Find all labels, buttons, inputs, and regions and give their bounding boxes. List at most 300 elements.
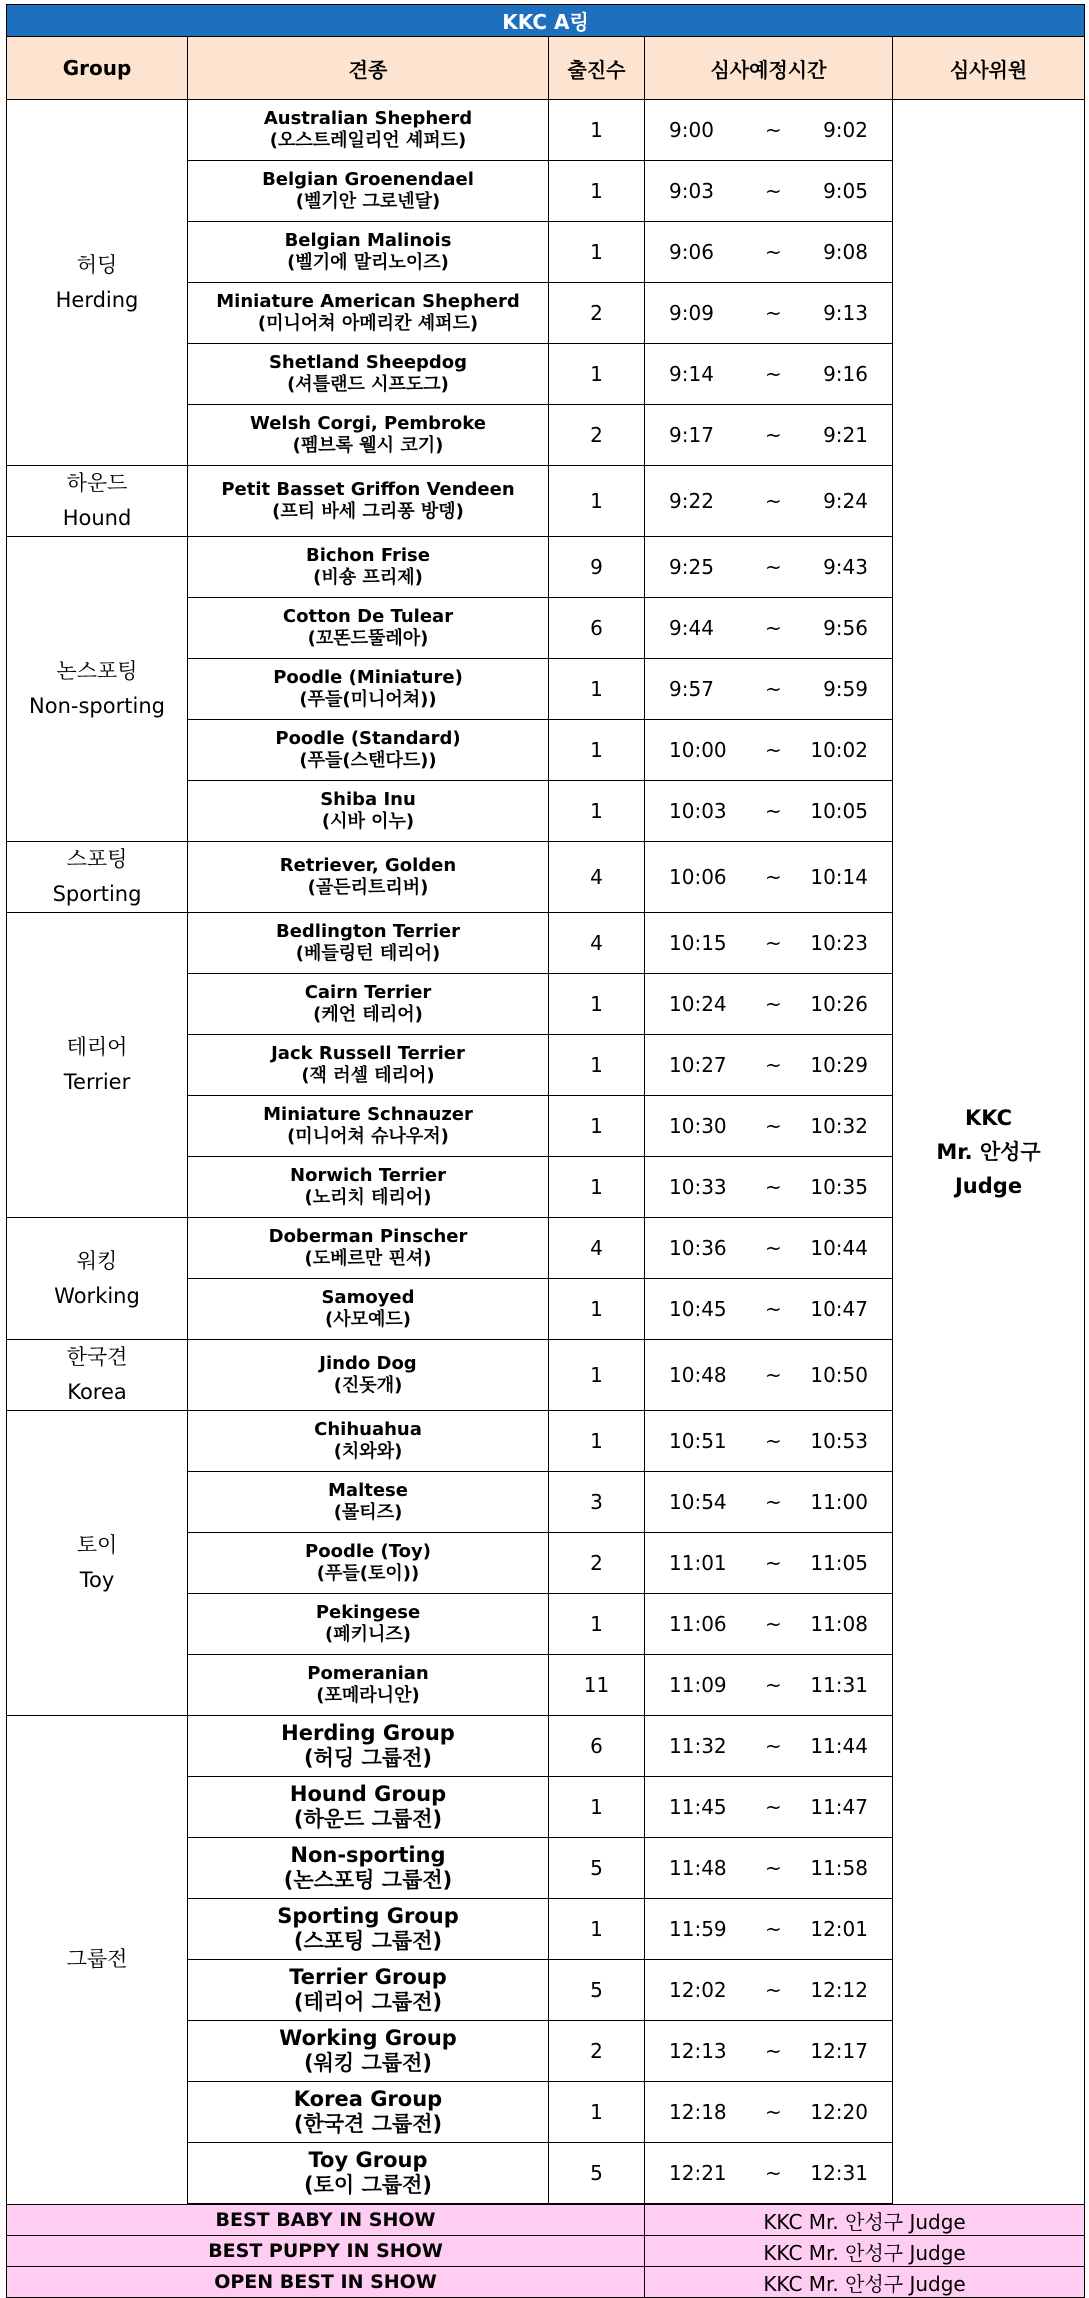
entry-count: 4 [549,913,645,974]
entry-count: 1 [549,1157,645,1218]
breed-name-ko: (프티 바세 그리퐁 방뎅) [272,501,464,522]
breed-cell [188,2082,549,2143]
breed-name-en: Bichon Frise [306,545,430,566]
time-cell [645,1594,893,1655]
time-cell [645,537,893,598]
group-cell-toy [7,1411,188,1716]
group-name-en: Working [54,1283,140,1308]
best-in-show-row [7,2267,1085,2298]
breed-name-ko: (사모예드) [324,1309,411,1330]
header-time: 심사예정시간 [645,37,893,100]
group-name-ko: 토이 [76,1533,118,1557]
time-separator: ~ [765,555,782,579]
entry-count: 2 [549,283,645,344]
time-cell [645,781,893,842]
breed-cell [188,1777,549,1838]
time-separator: ~ [765,2161,782,2185]
start-time: 10:33 [669,1175,727,1199]
end-time: 9:59 [823,677,868,701]
group-name-ko: 허딩 [76,252,118,277]
end-time: 12:12 [810,1978,868,2002]
entry-count: 6 [549,598,645,659]
entry-count: 9 [549,537,645,598]
end-time: 10:32 [810,1114,868,1138]
entry-count: 1 [549,659,645,720]
time-cell [645,842,893,913]
end-time: 10:47 [810,1297,868,1321]
time-separator: ~ [765,2100,782,2124]
start-time: 9:00 [669,118,714,142]
breed-name-ko: (노리치 테리어) [304,1187,432,1208]
entry-count: 1 [549,1340,645,1411]
breed-cell [188,1218,549,1279]
header-group: Group [7,37,188,100]
end-time: 12:17 [810,2039,868,2063]
breed-name-ko: (셔틀랜드 시프도그) [287,374,449,395]
time-separator: ~ [765,865,782,889]
breed-name-en: Working Group [279,2026,457,2050]
breed-name-en: Bedlington Terrier [275,921,460,942]
time-cell [645,405,893,466]
breed-name-en: Shetland Sheepdog [268,352,468,373]
time-separator: ~ [765,992,782,1016]
breed-name-ko: (워킹 그룹전) [304,2051,432,2075]
time-cell [645,1096,893,1157]
group-cell-sporting [7,842,188,913]
breed-cell [188,1157,549,1218]
start-time: 10:06 [669,865,727,889]
judge-org: KKC [965,1105,1013,1130]
breed-name-ko: (도베르만 핀셔) [304,1248,432,1269]
breed-cell [188,100,549,161]
breed-name-en: Miniature American Shepherd [216,291,520,312]
group-cell-hound [7,466,188,537]
time-separator: ~ [765,1053,782,1077]
time-cell [645,1035,893,1096]
breed-cell [188,1472,549,1533]
time-separator: ~ [765,1734,782,1758]
time-separator: ~ [765,1297,782,1321]
group-name-ko: 한국견 [66,1345,128,1369]
breed-name-en: Miniature Schnauzer [263,1104,473,1125]
header-count: 출진수 [549,37,645,100]
group-name-en: Toy [79,1568,115,1592]
end-time: 10:05 [810,799,868,823]
end-time: 11:58 [810,1856,868,1880]
breed-name-en: Pomeranian [307,1663,429,1684]
entry-count: 2 [549,1533,645,1594]
breed-name-en: Jindo Dog [319,1353,417,1374]
ring-title: KKC A링 [7,5,1085,37]
breed-name-ko: (펨브록 웰시 코기) [292,435,444,456]
entry-count: 1 [549,100,645,161]
best-baby-judge: KKC Mr. 안성구 Judge [645,2204,1085,2236]
start-time: 12:18 [669,2100,727,2124]
breed-name-ko: (푸들(미니어쳐)) [299,689,437,710]
entry-count: 1 [549,1279,645,1340]
time-separator: ~ [765,1673,782,1697]
breed-cell [188,1838,549,1899]
end-time: 9:02 [823,118,868,142]
breed-name-en: Poodle (Standard) [275,728,461,749]
time-cell [645,2143,893,2205]
breed-cell [188,781,549,842]
breed-cell [188,974,549,1035]
breed-name-en: Australian Shepherd [263,108,473,129]
group-name-ko: 스포팅 [66,847,128,871]
breed-name-ko: (토이 그룹전) [304,2173,432,2197]
time-cell [645,161,893,222]
time-cell [645,1716,893,1777]
end-time: 9:21 [823,423,868,447]
time-cell [645,1777,893,1838]
time-separator: ~ [765,931,782,955]
time-cell [645,1340,893,1411]
breed-name-en: Samoyed [321,1287,415,1308]
breed-name-ko: (시바 이누) [321,811,415,832]
breed-name-en: Poodle (Miniature) [273,667,463,688]
best-baby-label: BEST BABY IN SHOW [7,2204,645,2236]
end-time: 10:23 [810,931,868,955]
time-separator: ~ [765,1490,782,1514]
breed-cell [188,1533,549,1594]
best-in-show-row [7,2236,1085,2267]
end-time: 12:31 [810,2161,868,2185]
time-cell [645,2082,893,2143]
time-separator: ~ [765,616,782,640]
breed-name-en: Doberman Pinscher [268,1226,468,1247]
time-cell [645,344,893,405]
time-separator: ~ [765,118,782,142]
start-time: 12:02 [669,1978,727,2002]
breed-name-en: Maltese [328,1480,408,1501]
group-cell-terrier [7,913,188,1218]
start-time: 9:09 [669,301,714,325]
time-separator: ~ [765,179,782,203]
end-time: 11:44 [810,1734,868,1758]
time-separator: ~ [765,1856,782,1880]
breed-name-en: Poodle (Toy) [305,1541,431,1562]
header-breed: 견종 [188,37,549,100]
breed-name-ko: (오스트레일리언 셰퍼드) [269,130,467,151]
breed-cell [188,1035,549,1096]
entry-count: 1 [549,1035,645,1096]
breed-cell [188,1716,549,1777]
time-cell [645,659,893,720]
breed-name-ko: (벨기에 말리노이즈) [287,252,449,273]
group-name-en: Hound [62,506,132,530]
breed-cell [188,1411,549,1472]
breed-cell [188,842,549,913]
breed-name-ko: (허딩 그룹전) [304,1746,432,1770]
end-time: 9:08 [823,240,868,264]
breed-name-en: Non-sporting [290,1843,446,1867]
end-time: 11:47 [810,1795,868,1819]
group-name-ko: 하운드 [66,471,128,495]
time-cell [645,466,893,537]
time-separator: ~ [765,1363,782,1387]
breed-name-en: Sporting Group [277,1904,459,1928]
time-separator: ~ [765,1175,782,1199]
group-name-en: Non-sporting [29,694,165,718]
entry-count: 1 [549,720,645,781]
end-time: 12:01 [810,1917,868,1941]
end-time: 9:24 [823,489,868,513]
breed-name-en: Belgian Groenendael [262,169,474,190]
header-row [7,37,1085,100]
time-cell [645,1218,893,1279]
breed-name-en: Cairn Terrier [304,982,432,1003]
time-separator: ~ [765,423,782,447]
time-separator: ~ [765,1917,782,1941]
judge-title: Judge [954,1173,1023,1198]
breed-name-ko: (벨기안 그로넨달) [295,191,441,212]
time-cell [645,100,893,161]
breed-cell [188,913,549,974]
start-time: 11:32 [669,1734,727,1758]
start-time: 10:51 [669,1429,727,1453]
entry-count: 1 [549,1777,645,1838]
best-in-show-row [7,2204,1085,2236]
breed-name-ko: (베들링턴 테리어) [295,943,441,964]
breed-name-ko: (진돗개) [333,1375,403,1396]
breed-name-ko: (치와와) [333,1441,403,1462]
breed-name-ko: (하운드 그룹전) [293,1807,443,1831]
time-cell [645,2021,893,2082]
group-name-en: Sporting [52,882,142,906]
judge-cell [893,100,1085,2205]
end-time: 11:00 [810,1490,868,1514]
breed-cell [188,659,549,720]
entry-count: 1 [549,781,645,842]
time-cell [645,598,893,659]
breed-name-ko: (케언 테리어) [313,1004,423,1025]
start-time: 10:15 [669,931,727,955]
time-separator: ~ [765,738,782,762]
end-time: 9:05 [823,179,868,203]
start-time: 12:13 [669,2039,727,2063]
time-separator: ~ [765,1612,782,1636]
time-cell [645,913,893,974]
breed-name-en: Pekingese [315,1602,421,1623]
breed-name-ko: (논스포팅 그룹전) [283,1868,453,1892]
breed-name-en: Hound Group [289,1782,447,1806]
open-best-label: OPEN BEST IN SHOW [7,2267,645,2298]
time-cell [645,283,893,344]
breed-name-ko: (테리어 그룹전) [293,1990,443,2014]
end-time: 10:35 [810,1175,868,1199]
breed-cell [188,1655,549,1716]
breed-name-ko: (꼬똔드뚤레아) [307,628,429,649]
start-time: 10:54 [669,1490,727,1514]
time-separator: ~ [765,799,782,823]
breed-name-en: Korea Group [293,2087,443,2111]
entry-count: 1 [549,1594,645,1655]
time-separator: ~ [765,2039,782,2063]
end-time: 9:56 [823,616,868,640]
start-time: 11:06 [669,1612,727,1636]
entry-count: 5 [549,1838,645,1899]
start-time: 10:45 [669,1297,727,1321]
group-cell-working [7,1218,188,1340]
title-row [7,5,1085,37]
start-time: 9:44 [669,616,714,640]
start-time: 9:25 [669,555,714,579]
start-time: 10:00 [669,738,727,762]
time-cell [645,1655,893,1716]
time-separator: ~ [765,1114,782,1138]
time-separator: ~ [765,677,782,701]
time-separator: ~ [765,362,782,386]
table-row [7,100,1085,161]
time-separator: ~ [765,1978,782,2002]
group-name-ko: 워킹 [76,1248,118,1273]
breed-cell [188,1279,549,1340]
breed-name-ko: (스포팅 그룹전) [293,1929,443,1953]
start-time: 10:24 [669,992,727,1016]
time-cell [645,720,893,781]
time-cell [645,1533,893,1594]
breed-cell [188,405,549,466]
best-puppy-judge: KKC Mr. 안성구 Judge [645,2236,1085,2267]
end-time: 9:13 [823,301,868,325]
end-time: 11:05 [810,1551,868,1575]
entry-count: 1 [549,344,645,405]
breed-name-en: Herding Group [281,1721,455,1745]
breed-name-ko: (몰티즈) [333,1502,403,1523]
entry-count: 1 [549,222,645,283]
end-time: 11:31 [810,1673,868,1697]
group-name-ko: 논스포팅 [56,659,138,683]
breed-name-en: Retriever, Golden [279,855,457,876]
group-name-ko: 테리어 [66,1035,128,1059]
start-time: 10:48 [669,1363,727,1387]
entry-count: 1 [549,1899,645,1960]
breed-name-en: Terrier Group [289,1965,447,1989]
group-cell-nonsporting [7,537,188,842]
open-best-judge: KKC Mr. 안성구 Judge [645,2267,1085,2298]
breed-name-ko: (비숑 프리제) [313,567,423,588]
breed-name-ko: (미니어쳐 슈나우저) [287,1126,449,1147]
time-separator: ~ [765,1551,782,1575]
entry-count: 5 [549,2143,645,2205]
entry-count: 1 [549,1096,645,1157]
start-time: 9:57 [669,677,714,701]
end-time: 10:02 [810,738,868,762]
breed-name-ko: (푸들(토이)) [316,1563,420,1584]
time-cell [645,1157,893,1218]
breed-name-en: Petit Basset Griffon Vendeen [221,479,515,500]
group-cell-korea [7,1340,188,1411]
time-separator: ~ [765,301,782,325]
breed-cell [188,2143,549,2205]
breed-cell [188,1899,549,1960]
time-cell [645,974,893,1035]
start-time: 11:09 [669,1673,727,1697]
breed-cell [188,283,549,344]
time-cell [645,1838,893,1899]
header-judge: 심사위원 [893,37,1085,100]
end-time: 9:16 [823,362,868,386]
entry-count: 6 [549,1716,645,1777]
start-time: 10:36 [669,1236,727,1260]
entry-count: 1 [549,466,645,537]
start-time: 9:06 [669,240,714,264]
start-time: 12:21 [669,2161,727,2185]
group-cell-group-competition [7,1716,188,2205]
end-time: 10:14 [810,865,868,889]
end-time: 9:43 [823,555,868,579]
start-time: 11:45 [669,1795,727,1819]
entry-count: 1 [549,161,645,222]
start-time: 9:14 [669,362,714,386]
entry-count: 2 [549,405,645,466]
breed-cell [188,2021,549,2082]
end-time: 10:53 [810,1429,868,1453]
entry-count: 1 [549,2082,645,2143]
time-cell [645,1899,893,1960]
start-time: 10:30 [669,1114,727,1138]
breed-name-en: Belgian Malinois [284,230,452,251]
end-time: 10:26 [810,992,868,1016]
end-time: 10:29 [810,1053,868,1077]
end-time: 10:44 [810,1236,868,1260]
end-time: 10:50 [810,1363,868,1387]
group-cell-herding [7,100,188,466]
time-separator: ~ [765,1429,782,1453]
breed-name-en: Norwich Terrier [290,1165,446,1186]
breed-name-ko: (한국견 그룹전) [293,2112,443,2136]
group-name-en: Herding [55,287,139,312]
breed-name-ko: (골든리트리버) [307,877,429,898]
breed-name-en: Shiba Inu [320,789,416,810]
breed-name-ko: (잭 러셀 테리어) [301,1065,435,1086]
entry-count: 11 [549,1655,645,1716]
breed-name-en: Welsh Corgi, Pembroke [250,413,486,434]
start-time: 9:17 [669,423,714,447]
breed-name-ko: (포메라니안) [316,1685,420,1706]
breed-cell [188,1096,549,1157]
best-puppy-label: BEST PUPPY IN SHOW [7,2236,645,2267]
entry-count: 1 [549,974,645,1035]
entry-count: 1 [549,1411,645,1472]
time-cell [645,1279,893,1340]
breed-cell [188,466,549,537]
time-separator: ~ [765,1236,782,1260]
start-time: 11:01 [669,1551,727,1575]
breed-cell [188,344,549,405]
breed-name-en: Chihuahua [314,1419,422,1440]
end-time: 12:20 [810,2100,868,2124]
breed-cell [188,222,549,283]
breed-name-ko: (푸들(스탠다드)) [299,750,437,771]
schedule-sheet [6,4,1084,2298]
breed-cell [188,161,549,222]
time-separator: ~ [765,489,782,513]
entry-count: 2 [549,2021,645,2082]
breed-cell [188,598,549,659]
breed-name-en: Jack Russell Terrier [271,1043,465,1064]
group-name-en: Terrier [63,1070,131,1094]
breed-name-ko: (페키니즈) [324,1624,411,1645]
breed-cell [188,720,549,781]
schedule-table [6,4,1085,2298]
start-time: 11:48 [669,1856,727,1880]
time-cell [645,222,893,283]
group-name-en: Korea [67,1380,127,1404]
start-time: 11:59 [669,1917,727,1941]
time-cell [645,1960,893,2021]
